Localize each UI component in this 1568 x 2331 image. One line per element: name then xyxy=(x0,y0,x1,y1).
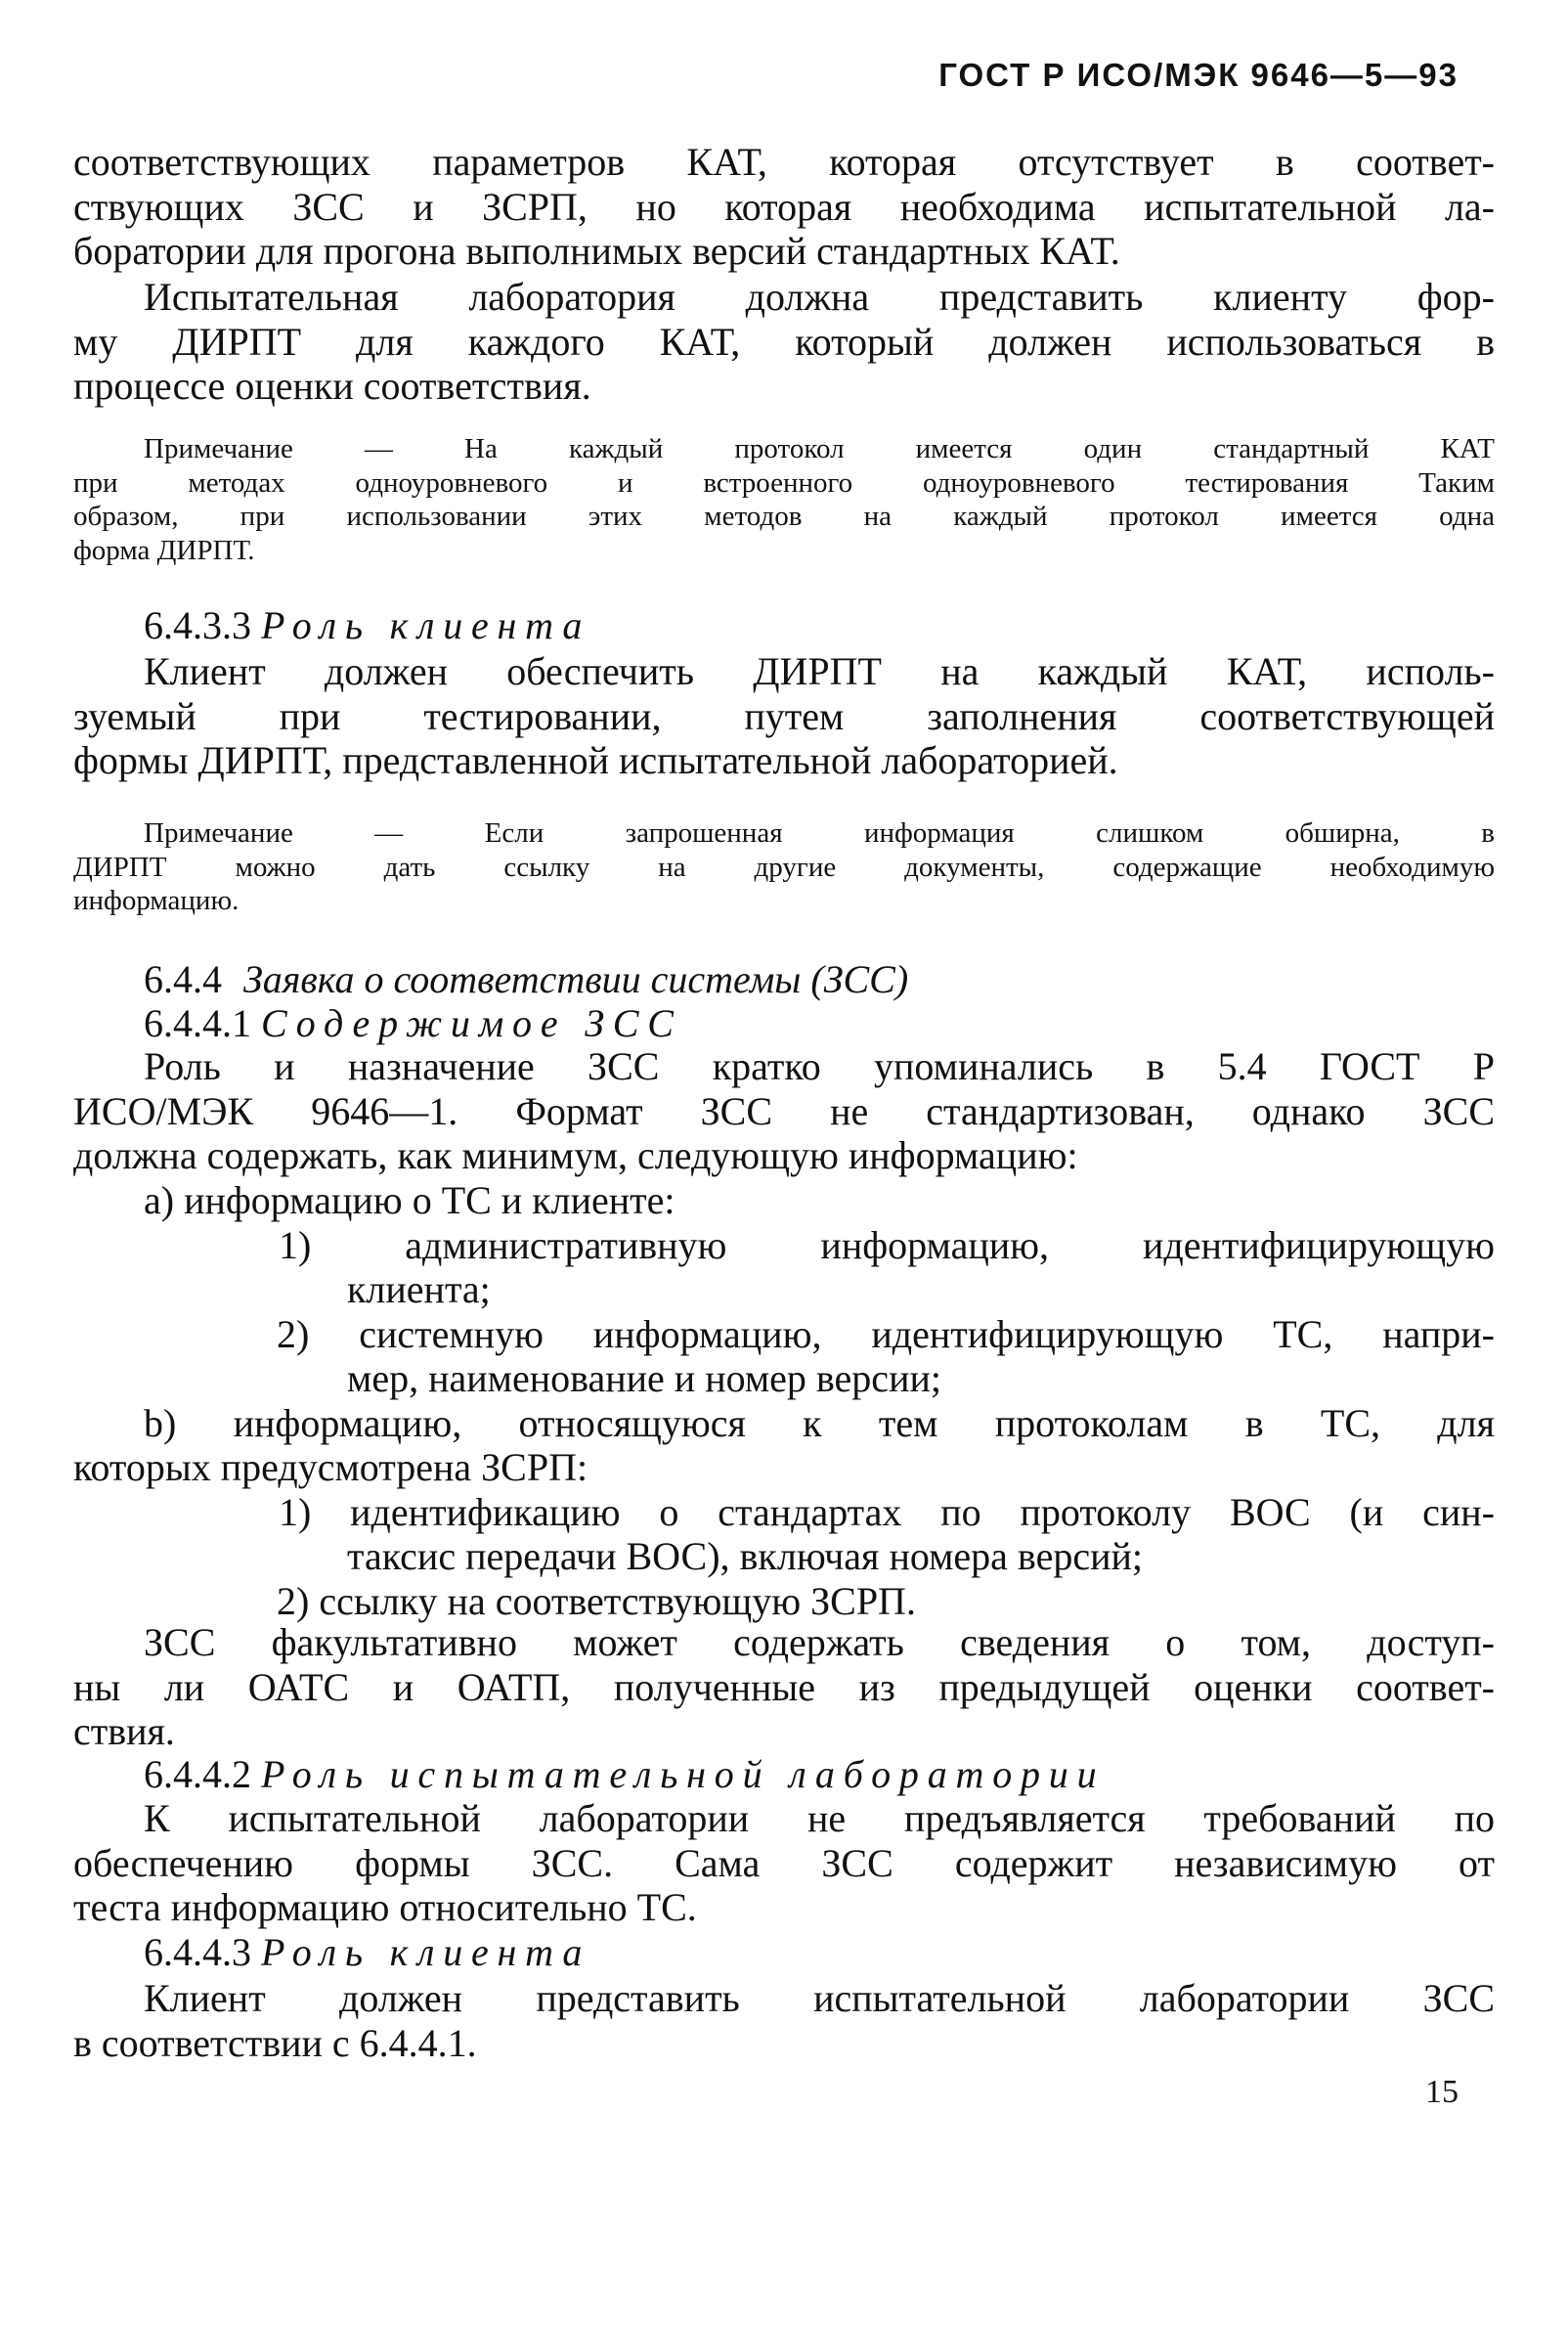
section-number: 6.4.4 xyxy=(144,957,222,1001)
text-line: боратории для прогона выполнимых версий стандартных КАТ. xyxy=(73,229,1120,273)
paragraph-lab-role xyxy=(73,1796,1495,1930)
text-line: соответствующих параметров КАТ, которая отсутствует в соответ- xyxy=(73,140,1495,184)
note-line: форма ДИРПТ. xyxy=(73,534,255,566)
paragraph-optional xyxy=(73,1620,1495,1754)
text-line: в соответствии с 6.4.4.1. xyxy=(73,2020,477,2065)
paragraph-client xyxy=(73,649,1495,783)
text-line: процессе оценки соответствия. xyxy=(73,364,591,408)
paragraph-lab-duty xyxy=(73,275,1495,409)
section-heading-6-4-4-2 xyxy=(73,1752,1495,1797)
section-title: Роль клиента xyxy=(261,603,591,647)
section-heading-6-4-4-1 xyxy=(73,1001,1495,1046)
list-item-b-cont: которых предусмотрена ЗСРП: xyxy=(73,1445,588,1489)
text-line: ствующих ЗСС и ЗСРП, но которая необходима испытательной ла- xyxy=(73,184,1495,229)
text-line: должна содержать, как минимум, следующую информацию: xyxy=(73,1133,1078,1177)
section-title: Содержимое ЗСС xyxy=(261,1001,682,1045)
paragraph-intro xyxy=(73,140,1495,274)
section-number: 6.4.4.2 xyxy=(144,1752,251,1796)
list-contents xyxy=(73,1178,1495,1623)
list-item-b1-cont: таксис передачи ВОС), включая номера версий; xyxy=(347,1534,1144,1578)
section-title: Роль клиента xyxy=(261,1930,591,1974)
list-item-b2: 2) ссылку на соответствующую ЗСРП. xyxy=(277,1578,916,1623)
text-line: зуемый при тестировании, путем заполнения соответствующей xyxy=(73,693,1495,738)
text-line: Клиент должен представить испытательной лаборатории ЗСС xyxy=(144,1976,1495,2020)
section-heading-6-4-4 xyxy=(73,957,1495,1002)
list-item-b1: 1) идентификацию о стандартах по протоколу ВОС (и син- xyxy=(279,1489,1495,1534)
text-line: обеспечению формы ЗСС. Сама ЗСС содержит независимую от xyxy=(73,1840,1495,1885)
section-number: 6.4.4.1 xyxy=(144,1001,251,1045)
note-line: ДИРПТ можно дать ссылку на другие документы, содержащие необходимую xyxy=(73,851,1495,883)
list-item-a: а) информацию о ТС и клиенте: xyxy=(144,1178,675,1222)
section-title: Заявка о соответствии системы (ЗСС) xyxy=(243,957,909,1001)
running-header: ГОСТ Р ИСО/МЭК 9646—5—93 xyxy=(938,57,1459,93)
note-line: информацию. xyxy=(73,885,240,916)
text-line: Испытательная лаборатория должна представить клиенту фор- xyxy=(144,275,1495,319)
text-line: му ДИРПТ для каждого КАТ, который должен использоваться в xyxy=(73,319,1495,364)
text-line: ствия. xyxy=(73,1709,175,1753)
note-line: Примечание — Если запрошенная информация слишком обширна, в xyxy=(144,817,1495,849)
section-title: Роль испытательной лаборатории xyxy=(261,1752,1106,1796)
list-item-a1: 1) административную информацию, идентифицирующую xyxy=(279,1222,1495,1267)
text-line: формы ДИРПТ, представленной испытательной лабораторией. xyxy=(73,738,1118,782)
list-item-a1-cont: клиента; xyxy=(347,1267,491,1311)
paragraph-client-role xyxy=(73,1976,1495,2065)
note-line: образом, при использовании этих методов на каждый протокол имеется одна xyxy=(73,501,1495,532)
text-line: ны ли ОАТС и ОАТП, полученные из предыдущей оценки соответ- xyxy=(73,1664,1495,1709)
text-line: теста информацию относительно ТС. xyxy=(73,1885,697,1929)
list-item-a2-cont: мер, наименование и номер версии; xyxy=(347,1356,941,1400)
text-line: Клиент должен обеспечить ДИРПТ на каждый КАТ, исполь- xyxy=(144,649,1495,693)
page-number: 15 xyxy=(1425,2074,1459,2110)
list-item-b: b) информацию, относящуюся к тем протоколам в ТС, для xyxy=(144,1400,1495,1445)
text-line: ИСО/МЭК 9646—1. Формат ЗСС не стандартизован, однако ЗСС xyxy=(73,1088,1495,1133)
note-line: при методах одноуровневого и встроенного одноуровневого тестирования Таким xyxy=(73,466,1495,499)
note-line: Примечание — На каждый протокол имеется один стандартный КАТ xyxy=(144,433,1495,464)
section-number: 6.4.3.3 xyxy=(144,603,251,647)
paragraph-role xyxy=(73,1044,1495,1178)
text-line: ЗСС факультативно может содержать сведения о том, доступ- xyxy=(144,1620,1495,1664)
section-number: 6.4.4.3 xyxy=(144,1930,251,1974)
section-heading-6-4-3-3 xyxy=(73,603,1495,648)
list-item-a2: 2) системную информацию, идентифицирующую ТС, напри- xyxy=(277,1311,1495,1356)
text-line: Роль и назначение ЗСС кратко упоминались в 5.4 ГОСТ Р xyxy=(144,1044,1495,1088)
text-line: К испытательной лаборатории не предъявляется требований по xyxy=(144,1796,1495,1840)
note-2 xyxy=(73,816,1495,918)
note-1 xyxy=(73,432,1495,567)
section-heading-6-4-4-3 xyxy=(73,1930,1495,1975)
